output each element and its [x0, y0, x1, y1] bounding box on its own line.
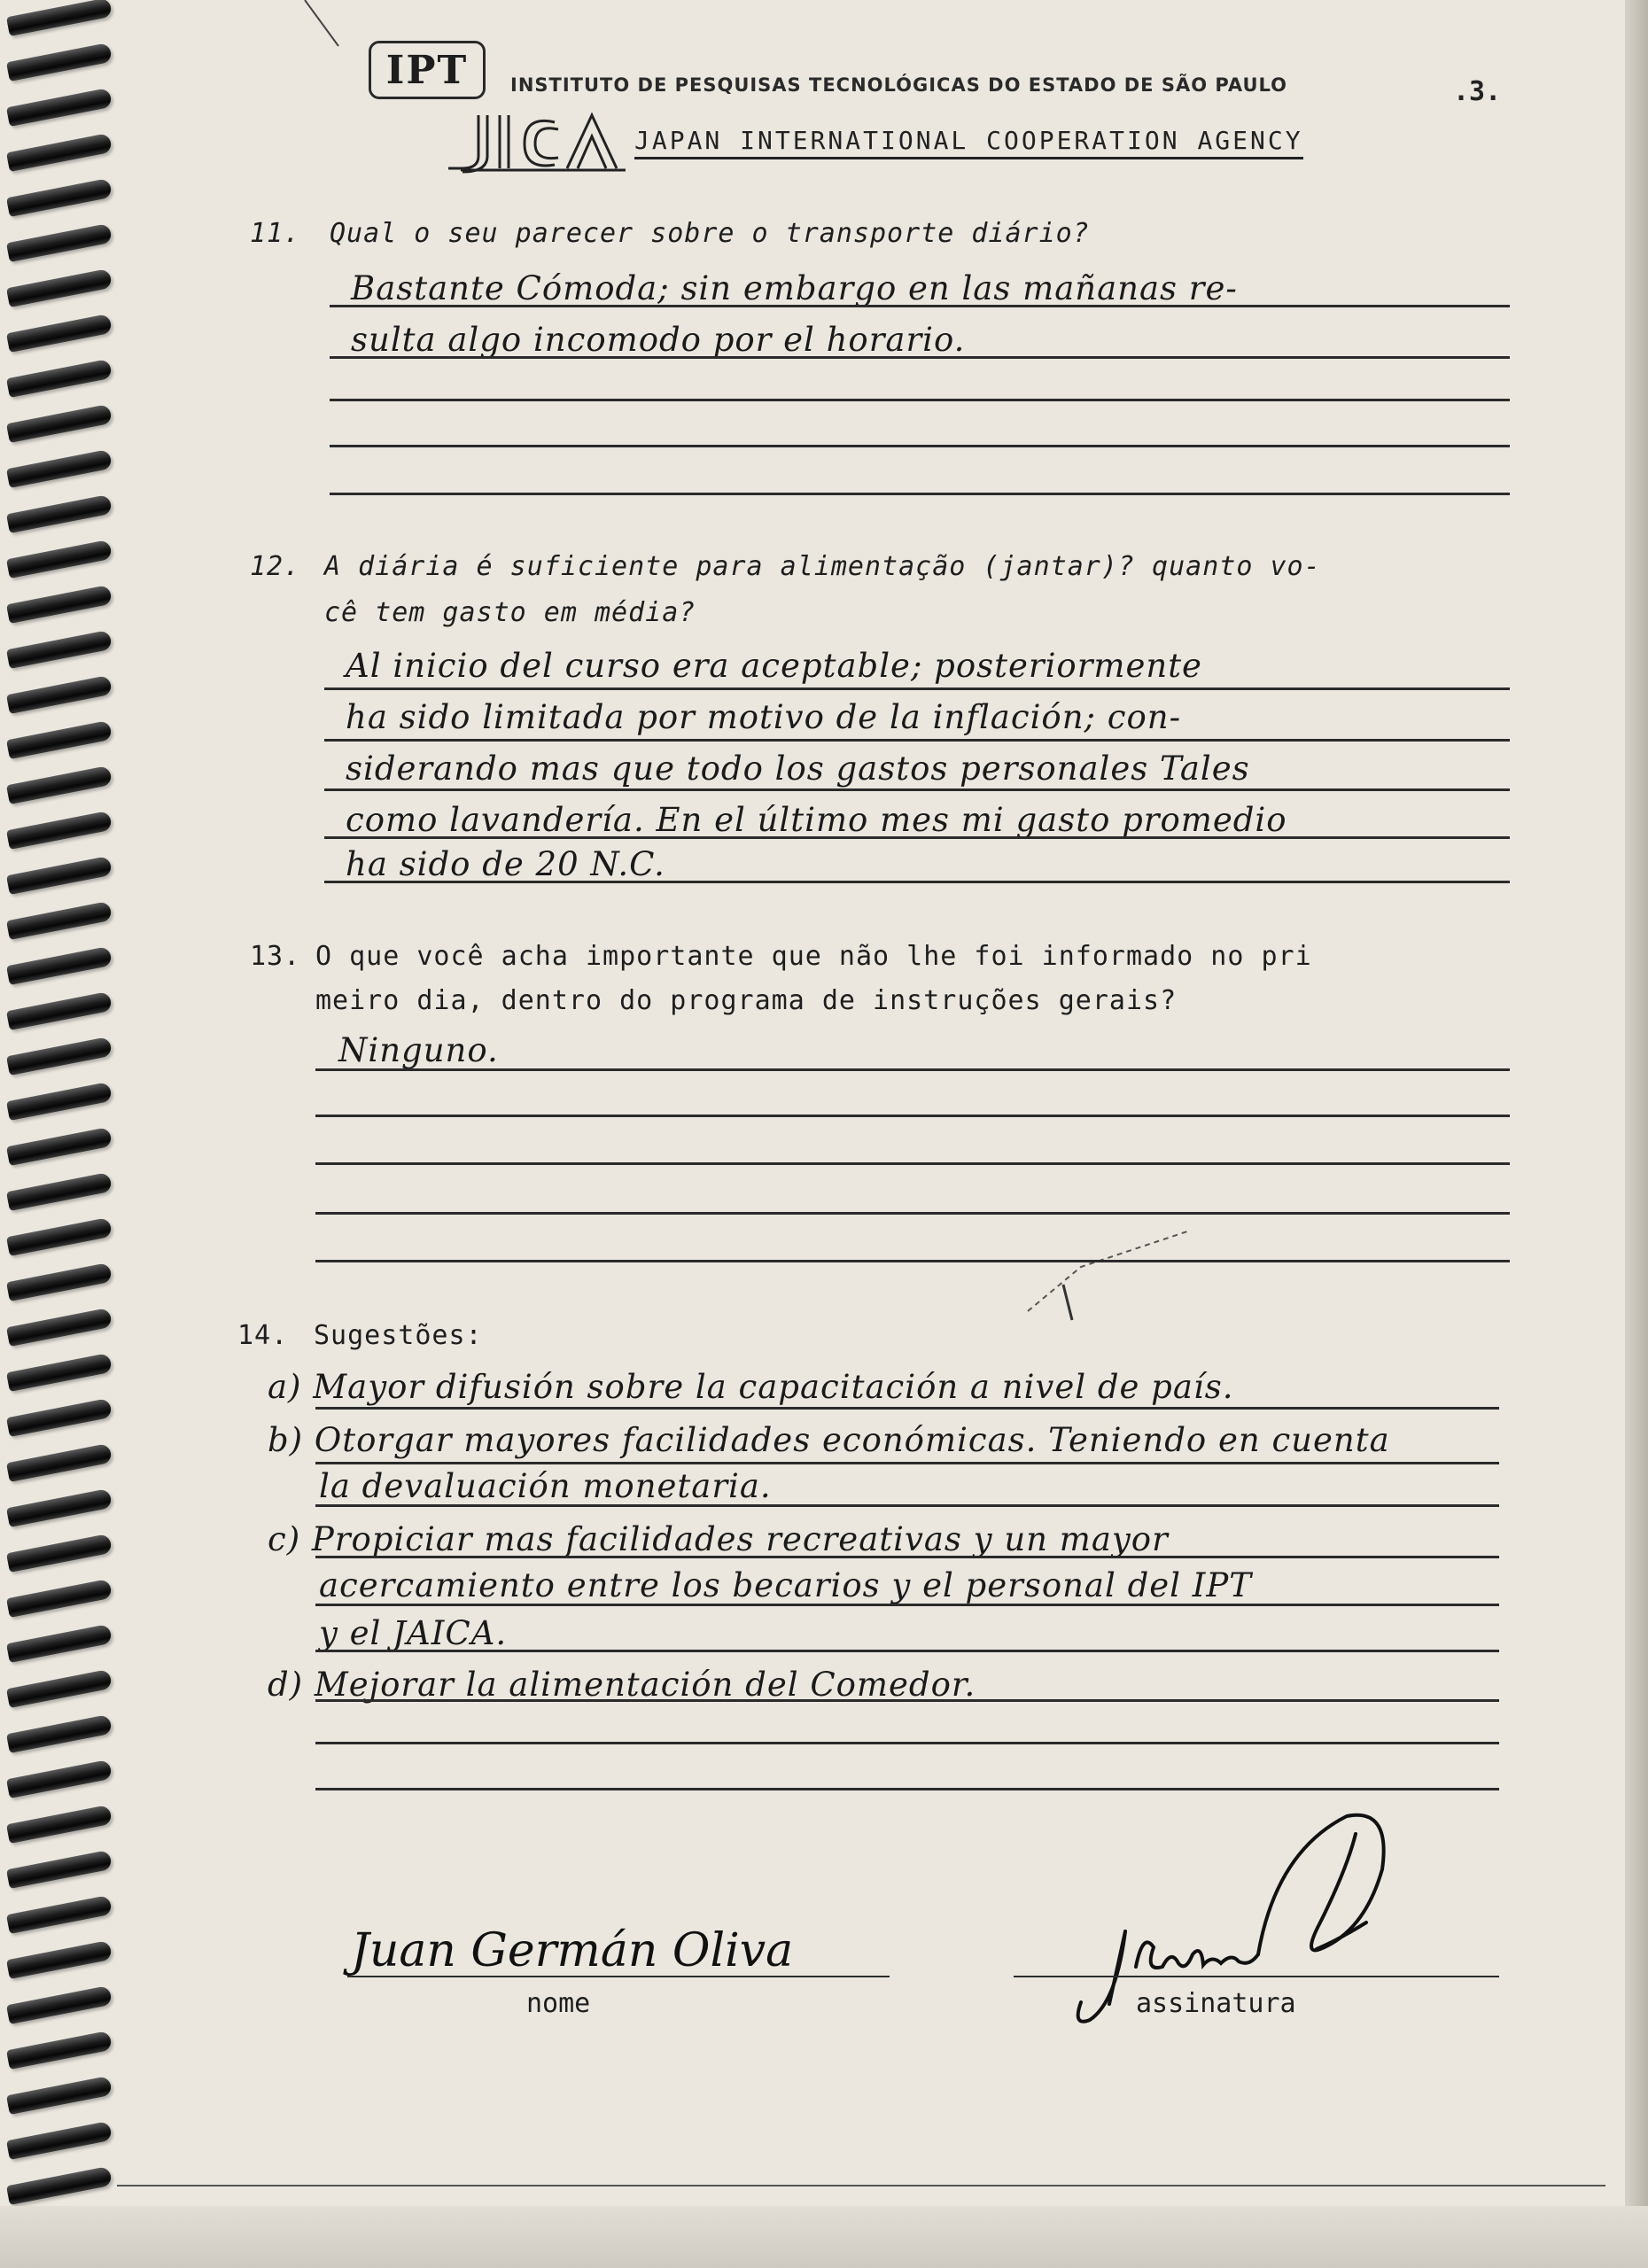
binding-coil: [6, 2121, 113, 2160]
answer-12-line-3: siderando mas que todo los gastos personales Tales: [346, 750, 1250, 788]
jica-logo: [443, 110, 629, 174]
binding-coil: [6, 1534, 113, 1573]
answer-rule: [330, 399, 1510, 401]
binding-coil: [6, 901, 113, 940]
answer-rule: [324, 881, 1510, 883]
question-14-text: Sugestões:: [314, 1320, 483, 1351]
binding-coil: [6, 43, 113, 82]
suggestion-d: d) Mejorar la alimentación del Comedor.: [268, 1666, 976, 1704]
name-label: nome: [526, 1988, 591, 2019]
answer-rule: [315, 1650, 1499, 1652]
answer-rule: [315, 1556, 1499, 1558]
binding-coil: [6, 585, 113, 624]
binding-coil: [6, 1082, 113, 1121]
suggestion-b-line-2: la devaluación monetaria.: [319, 1467, 772, 1505]
answer-11-line-1: Bastante Cómoda; sin embargo en las mañanas re-: [351, 269, 1238, 307]
signature-label: assinatura: [1136, 1988, 1296, 2019]
agency-name: JAPAN INTERNATIONAL COOPERATION AGENCY: [634, 126, 1303, 159]
name-rule: [347, 1976, 890, 1977]
answer-12-line-2: ha sido limitada por motivo de la inflación; con-: [346, 698, 1182, 736]
binding-coil: [6, 359, 113, 398]
answer-rule: [315, 1788, 1499, 1790]
page-bottom-rule: [117, 2185, 1605, 2186]
page-bottom-edge: [0, 2206, 1648, 2268]
question-12-text-line-2: cê tem gasto em média?: [324, 597, 696, 628]
answer-rule: [315, 1212, 1510, 1215]
answer-rule: [315, 1260, 1510, 1262]
binding-coil: [6, 178, 113, 217]
answer-rule: [315, 1162, 1510, 1165]
question-13-text-line-2: meiro dia, dentro do programa de instruções gerais?: [315, 985, 1178, 1016]
page-edge: [1625, 0, 1648, 2268]
binding-coil: [6, 720, 113, 759]
binding-coil: [6, 1624, 113, 1663]
answer-12-line-4: como lavandería. En el último mes mi gasto promedio: [346, 801, 1287, 839]
answer-rule: [330, 356, 1510, 359]
question-12-text-line-1: A diária é suficiente para alimentação (jantar)? quanto vo-: [324, 551, 1321, 582]
spiral-binding: [0, 0, 115, 2268]
suggestion-c-line-2: acercamiento entre los becarios y el personal del IPT: [319, 1566, 1252, 1604]
binding-coil: [6, 1443, 113, 1482]
signature-rule: [1014, 1976, 1499, 1977]
binding-coil: [6, 630, 113, 669]
question-14-number: 14.: [237, 1320, 289, 1351]
binding-coil: [6, 1850, 113, 1889]
question-13-number: 13.: [250, 941, 301, 972]
answer-rule: [315, 1407, 1499, 1410]
binding-coil: [6, 1488, 113, 1527]
binding-coil: [6, 133, 113, 172]
scan-mark: [292, 0, 363, 53]
binding-coil: [6, 404, 113, 443]
ipt-logo: IPT: [369, 41, 486, 99]
applicant-name: Juan Germán Oliva: [351, 1924, 794, 1977]
answer-rule: [330, 493, 1510, 495]
question-11-number: 11.: [250, 218, 301, 249]
institute-name: INSTITUTO DE PESQUISAS TECNOLÓGICAS DO ESTADO DE SÃO PAULO: [510, 74, 1287, 96]
binding-coil: [6, 1353, 113, 1392]
answer-rule: [324, 687, 1510, 690]
binding-coil: [6, 1127, 113, 1166]
answer-rule: [330, 445, 1510, 447]
answer-rule: [315, 1604, 1499, 1606]
answer-rule: [330, 305, 1510, 307]
binding-coil: [6, 1940, 113, 1979]
answer-rule: [315, 1742, 1499, 1744]
question-13-text-line-1: O que você acha importante que não lhe foi informado no pri: [315, 941, 1312, 972]
suggestion-b-line-1: b) Otorgar mayores facilidades económicas. Teniendo en cuenta: [268, 1421, 1390, 1459]
question-11-text: Qual o seu parecer sobre o transporte diário?: [330, 218, 1090, 249]
answer-rule: [315, 1504, 1499, 1507]
question-12-number: 12.: [250, 551, 301, 582]
binding-coil: [6, 946, 113, 985]
binding-coil: [6, 1262, 113, 1301]
answer-11-line-2: sulta algo incomodo por el horario.: [351, 321, 966, 359]
binding-coil: [6, 991, 113, 1030]
answer-rule: [315, 1462, 1499, 1464]
binding-coil: [6, 1714, 113, 1753]
suggestion-a: a) Mayor difusión sobre la capacitación a nivel de país.: [268, 1368, 1234, 1406]
binding-coil: [6, 1308, 113, 1347]
answer-rule: [324, 836, 1510, 839]
binding-coil: [6, 1985, 113, 2024]
binding-coil: [6, 223, 113, 262]
binding-coil: [6, 1579, 113, 1618]
answer-rule: [315, 1068, 1510, 1071]
binding-coil: [6, 675, 113, 714]
binding-coil: [6, 1172, 113, 1211]
binding-coil: [6, 540, 113, 579]
page-number: .3.: [1453, 76, 1502, 107]
binding-coil: [6, 1669, 113, 1708]
answer-12-line-1: Al inicio del curso era aceptable; posteriormente: [346, 647, 1202, 685]
answer-rule: [315, 1699, 1499, 1702]
answer-12-line-5: ha sido de 20 N.C.: [346, 845, 665, 883]
answer-13-line-1: Ninguno.: [338, 1031, 499, 1069]
binding-coil: [6, 0, 113, 36]
answer-rule: [324, 739, 1510, 742]
binding-coil: [6, 268, 113, 307]
binding-coil: [6, 1398, 113, 1437]
binding-coil: [6, 2031, 113, 2070]
binding-coil: [6, 2076, 113, 2115]
answer-rule: [315, 1115, 1510, 1117]
binding-coil: [6, 1805, 113, 1844]
binding-coil: [6, 2166, 113, 2205]
binding-coil: [6, 856, 113, 895]
binding-coil: [6, 314, 113, 353]
binding-coil: [6, 88, 113, 127]
binding-coil: [6, 765, 113, 804]
binding-coil: [6, 494, 113, 533]
answer-rule: [324, 788, 1510, 791]
suggestion-c-line-3: y el JAICA.: [319, 1614, 508, 1652]
binding-coil: [6, 1037, 113, 1076]
binding-coil: [6, 1895, 113, 1934]
scan-mark: [1010, 1214, 1223, 1329]
binding-coil: [6, 1759, 113, 1798]
binding-coil: [6, 811, 113, 850]
suggestion-c-line-1: c) Propiciar mas facilidades recreativas y un mayor: [268, 1520, 1169, 1558]
binding-coil: [6, 1217, 113, 1256]
binding-coil: [6, 449, 113, 488]
